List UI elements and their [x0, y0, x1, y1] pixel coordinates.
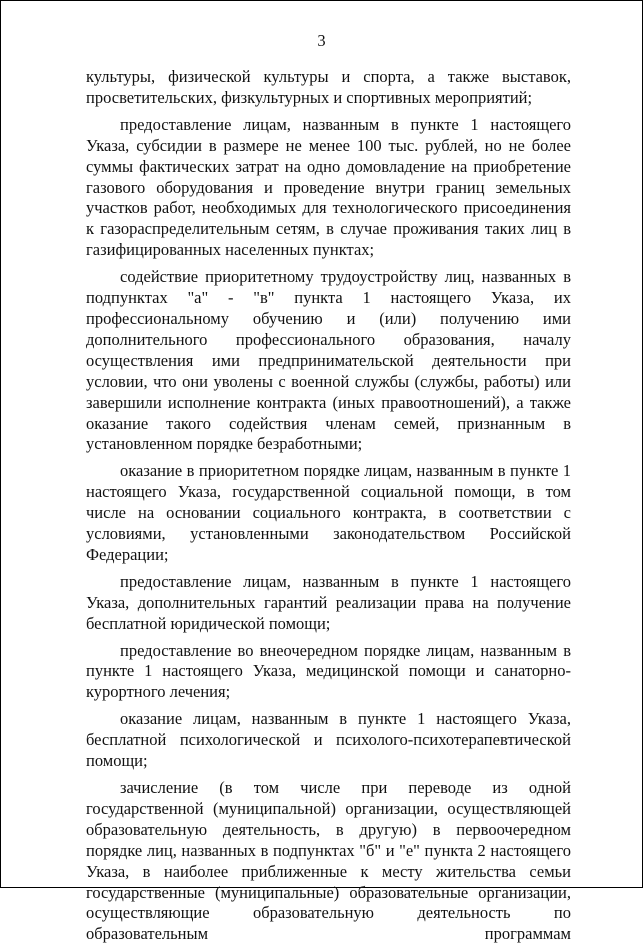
paragraph-medical-care: предоставление во внеочередном порядке лицам, названным в пункте 1 настоящего Указа, медицинской помощи и санаторно-курортного лечения; — [86, 640, 571, 702]
paragraph-employment-assistance: содействие приоритетному трудоустройству лиц, названных в подпунктах "а" - "в" пункта 1 настоящего Указа, их профессиональному обучению и (или) получению ими дополнительного профессионального образования, началу осуществления ими предпринимательской деятельности при условии, что они уволены с военной службы (службы, работы) или завершили исполнение контракта (иных правоотношений), а также оказание такого содействия членам семей, признанным в установленном порядке безработными; — [86, 267, 571, 454]
paragraph-culture-events: культуры, физической культуры и спорта, а также выставок, просветительских, физкультурных и спортивных мероприятий; — [86, 67, 571, 107]
paragraph-gas-subsidy: предоставление лицам, названным в пункте 1 настоящего Указа, субсидии в размере не менее 100 тыс. рублей, но не более суммы фактических затрат на одно домовладение на приобретение газового оборудования и проведение внутри границ земельных участков работ, необходимых для технологического присоединения к газораспределительным сетям, в случае проживания таких лиц в газифицированных населенных пунктах; — [86, 114, 571, 260]
paragraph-school-enrollment: зачисление (в том числе при переводе из одной государственной (муниципальной) организации, осуществляющей образовательную деятельность, в другую) в первоочередном порядке лиц, названных в подпунктах "б" и "е" пункта 2 настоящего Указа, в наиболее приближенные к месту жительства семьи государственные (муниципальные) образовательные организации, осуществляющие образовательную деятельность по образовательным программам — [86, 778, 571, 944]
document-body — [86, 67, 571, 945]
page-number: 3 — [317, 31, 326, 50]
paragraph-legal-aid: предоставление лицам, названным в пункте 1 настоящего Указа, дополнительных гарантий реализации права на получение бесплатной юридической помощи; — [86, 571, 571, 633]
paragraph-social-assistance: оказание в приоритетном порядке лицам, названным в пункте 1 настоящего Указа, государственной социальной помощи, в том числе на основании социального контракта, в соответствии с условиями, установленными законодательством Российской Федерации; — [86, 461, 571, 564]
paragraph-psychological-help: оказание лицам, названным в пункте 1 настоящего Указа, бесплатной психологической и психолого-психотерапевтической помощи; — [86, 709, 571, 771]
